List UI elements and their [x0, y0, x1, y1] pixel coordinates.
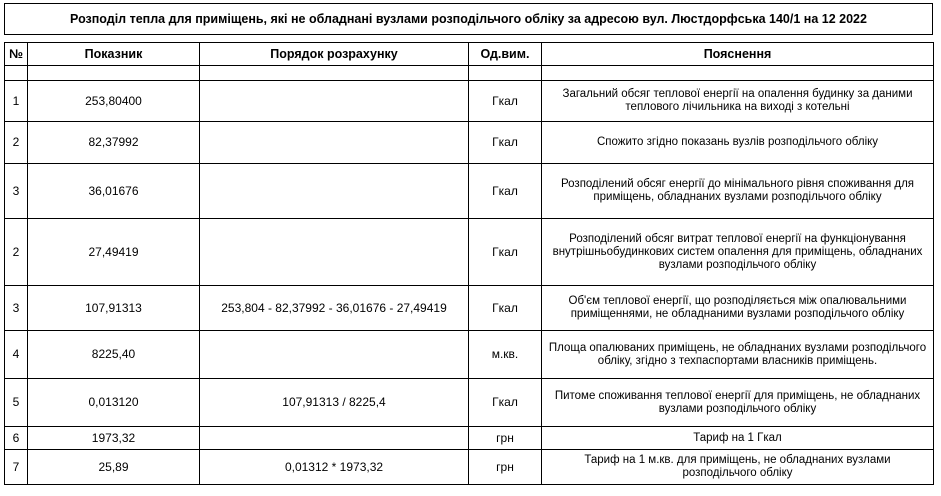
table-row [5, 164, 934, 219]
row-number: 7 [5, 450, 28, 485]
row-unit: Гкал [469, 81, 542, 122]
row-unit: грн [469, 450, 542, 485]
row-explanation: Тариф на 1 м.кв. для приміщень, не обладнаних вузлами розподільчого обліку [542, 450, 934, 485]
spacer-row [5, 66, 934, 81]
header-indicator: Показник [28, 43, 200, 66]
row-calculation [200, 427, 469, 450]
row-unit: Гкал [469, 164, 542, 219]
row-value: 25,89 [28, 450, 200, 485]
row-unit: Гкал [469, 286, 542, 331]
row-value: 1973,32 [28, 427, 200, 450]
row-number: 2 [5, 219, 28, 286]
row-value: 253,80400 [28, 81, 200, 122]
row-calculation [200, 219, 469, 286]
header-explanation: Пояснення [542, 43, 934, 66]
row-number: 2 [5, 122, 28, 164]
row-explanation: Розподілений обсяг витрат теплової енергії на функціонування внутрішньобудинкових систем опалення для приміщень, обладнаних вузлами розподільчого обліку [542, 219, 934, 286]
row-number: 1 [5, 81, 28, 122]
table-row [5, 427, 934, 450]
table-header-row [5, 43, 934, 66]
header-number: № [5, 43, 28, 66]
header-unit: Од.вим. [469, 43, 542, 66]
table-row [5, 122, 934, 164]
row-number: 3 [5, 286, 28, 331]
table-row [5, 219, 934, 286]
title-text: Розподіл тепла для приміщень, які не обладнані вузлами розподільчого обліку за адресою вул. Люстдорфська 140/1 на 12 2022 [70, 12, 867, 26]
row-explanation: Площа опалюваних приміщень, не обладнаних вузлами розподільчого обліку, згідно з техпаспортами власників приміщень. [542, 331, 934, 379]
row-explanation: Загальний обсяг теплової енергії на опалення будинку за даними теплового лічильника на виході з котельні [542, 81, 934, 122]
row-value: 36,01676 [28, 164, 200, 219]
row-unit: Гкал [469, 122, 542, 164]
table-row [5, 286, 934, 331]
table-row [5, 81, 934, 122]
row-number: 4 [5, 331, 28, 379]
row-explanation: Тариф на 1 Гкал [542, 427, 934, 450]
row-value: 82,37992 [28, 122, 200, 164]
row-unit: м.кв. [469, 331, 542, 379]
row-calculation [200, 122, 469, 164]
row-value: 27,49419 [28, 219, 200, 286]
table-row [5, 331, 934, 379]
header-calculation: Порядок розрахунку [200, 43, 469, 66]
row-number: 6 [5, 427, 28, 450]
row-calculation: 253,804 - 82,37992 - 36,01676 - 27,49419 [200, 286, 469, 331]
row-value: 8225,40 [28, 331, 200, 379]
table-row [5, 379, 934, 427]
row-unit: грн [469, 427, 542, 450]
row-explanation: Питоме споживання теплової енергії для приміщень, не обладнаних вузлами розподільчого обліку [542, 379, 934, 427]
heat-distribution-table [4, 42, 934, 485]
row-unit: Гкал [469, 219, 542, 286]
row-explanation: Спожито згідно показань вузлів розподільчого обліку [542, 122, 934, 164]
document-title [4, 3, 933, 35]
row-unit: Гкал [469, 379, 542, 427]
row-explanation: Об'єм теплової енергії, що розподіляється між опалювальними приміщеннями, не обладнаними вузлами розподільчого обліку [542, 286, 934, 331]
row-calculation [200, 164, 469, 219]
row-value: 0,013120 [28, 379, 200, 427]
row-explanation: Розподілений обсяг енергії до мінімального рівня споживання для приміщень, обладнаних вузлами розподільчого обліку [542, 164, 934, 219]
row-calculation: 107,91313 / 8225,4 [200, 379, 469, 427]
row-number: 3 [5, 164, 28, 219]
row-number: 5 [5, 379, 28, 427]
row-calculation: 0,01312 * 1973,32 [200, 450, 469, 485]
table-row [5, 450, 934, 485]
row-value: 107,91313 [28, 286, 200, 331]
row-calculation [200, 331, 469, 379]
row-calculation [200, 81, 469, 122]
